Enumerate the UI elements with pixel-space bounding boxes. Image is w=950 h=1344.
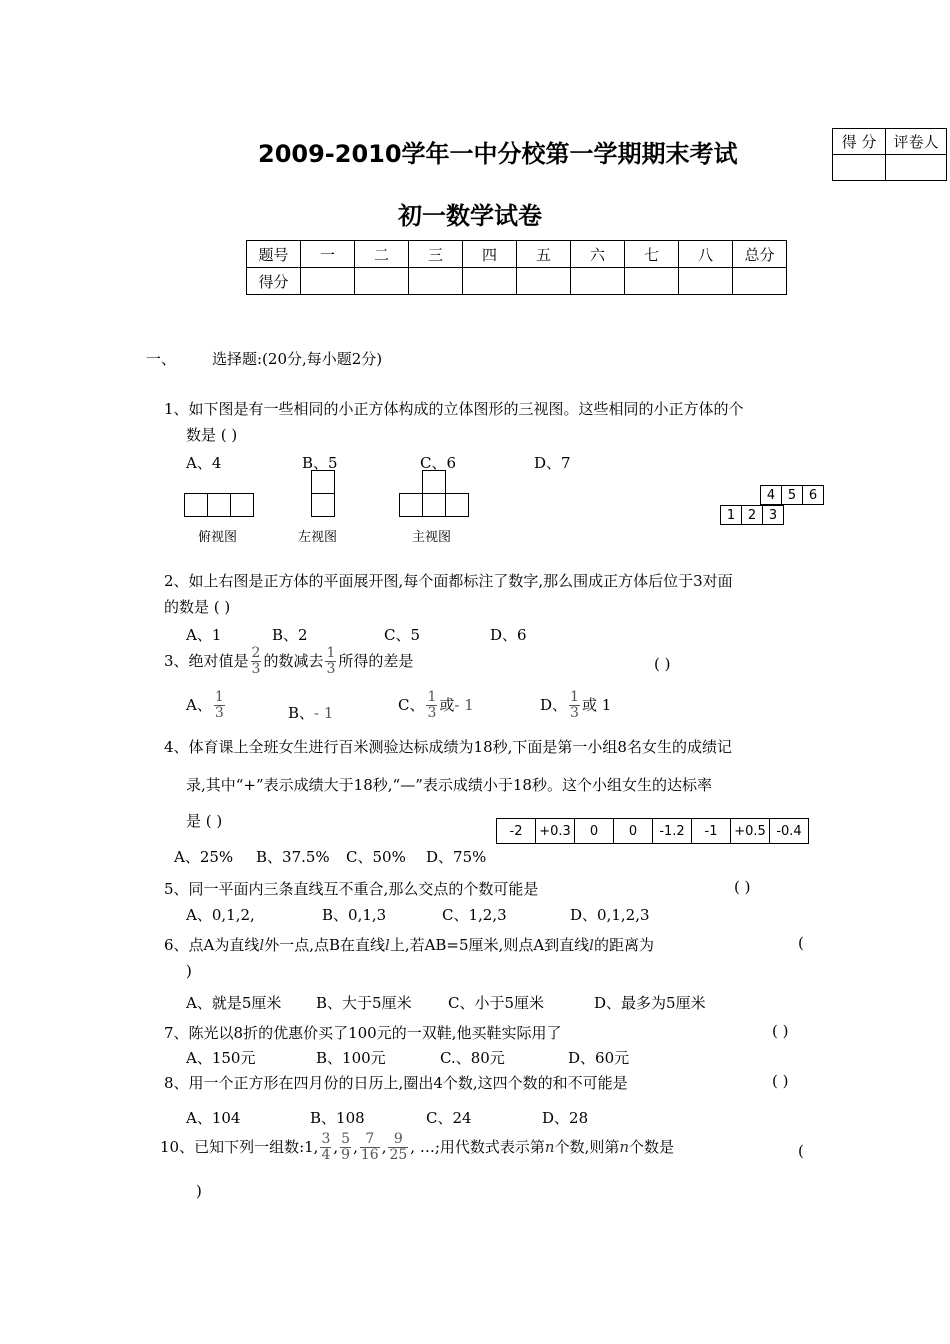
score-cell <box>463 268 517 295</box>
q6-stem: 6、点A为直线l外一点,点B在直线l上,若AB=5厘米,则点A到直线l的距离为 <box>164 936 654 954</box>
score-cell <box>625 268 679 295</box>
q1-option-c: C、6 <box>420 454 457 472</box>
net-face: 3 <box>763 506 784 525</box>
q6-option-c: C、小于5厘米 <box>448 994 545 1012</box>
q5-option-c: C、1,2,3 <box>442 906 507 924</box>
exam-title: 2009-2010学年一中分校第一学期期末考试 <box>258 140 738 168</box>
score-value: -1.2 <box>653 819 692 844</box>
front-view-label: 主视图 <box>412 530 452 545</box>
q10-paren-close: ) <box>196 1182 202 1200</box>
q3-option-b: B、- 1 <box>288 704 334 722</box>
q2-option-b: B、2 <box>272 626 308 644</box>
q1-option-a: A、4 <box>186 454 222 472</box>
top-view-square <box>184 493 208 517</box>
fraction: $\frac{1}{3}$ <box>326 645 336 678</box>
fraction: $\frac{1}{3}$ <box>427 689 437 722</box>
q6-paren-close: ) <box>186 962 192 980</box>
q4-line1: 4、体育课上全班女生进行百米测验达标成绩为18秒,下面是第一小组8名女生的成绩记 <box>164 738 732 756</box>
left-view-square <box>311 493 335 517</box>
net-face: 6 <box>803 486 824 505</box>
fraction: $\frac{1}{3}$ <box>570 689 579 722</box>
top-view-square <box>230 493 254 517</box>
score-header-cell: 二 <box>355 241 409 268</box>
q3-mid: 的数减去 <box>263 651 324 670</box>
score-row-label: 得分 <box>247 268 301 295</box>
q3-option-d: D、 $\frac{1}{3}$ 或 1 <box>540 689 612 722</box>
score-header-cell: 八 <box>679 241 733 268</box>
q4-option-c: C、50% <box>346 848 406 866</box>
score-value: -1 <box>692 819 731 844</box>
q7-line1: 7、陈光以8折的优惠价买了100元的一双鞋,他买鞋实际用了 <box>164 1024 562 1042</box>
score-header-cell: 五 <box>517 241 571 268</box>
cube-net-top <box>760 485 824 505</box>
score-header-cell: 题号 <box>247 241 301 268</box>
q3-stem <box>164 646 413 678</box>
q2-line2: 的数是 ( ) <box>164 598 231 616</box>
q1-option-b: B、5 <box>302 454 338 472</box>
section-title: 选择题:(20分,每小题2分) <box>212 350 383 368</box>
q3-option-c: C、 $\frac{1}{3}$ 或- 1 <box>398 689 474 722</box>
variable-n: n <box>619 1137 630 1156</box>
score-header-cell: 三 <box>409 241 463 268</box>
score-header-cell: 四 <box>463 241 517 268</box>
q5-answer-paren: ( ) <box>734 878 751 896</box>
score-cell <box>679 268 733 295</box>
q2-option-d: D、6 <box>490 626 527 644</box>
score-value: 0 <box>575 819 614 844</box>
score-cell <box>733 268 787 295</box>
line-l-symbol: l <box>259 936 265 954</box>
grader-name-cell <box>886 155 947 181</box>
score-cell <box>571 268 625 295</box>
front-view-square <box>422 493 446 517</box>
q10-paren-open: ( <box>798 1142 804 1160</box>
q4-option-a: A、25% <box>174 848 234 866</box>
q5-option-d: D、0,1,2,3 <box>570 906 650 924</box>
q7-answer-paren: ( ) <box>772 1022 789 1040</box>
score-cell <box>409 268 463 295</box>
front-view-square <box>445 493 469 517</box>
q7-option-c: C.、80元 <box>440 1049 505 1067</box>
q8-option-d: D、28 <box>542 1109 589 1127</box>
q4-line2: 录,其中“+”表示成绩大于18秒,“—”表示成绩小于18秒。这个小组女生的达标率 <box>186 776 712 794</box>
line-l-symbol: l <box>385 936 390 954</box>
fraction: $\frac{7}{16}$ <box>360 1131 379 1164</box>
front-view-square <box>399 493 423 517</box>
score-cell <box>355 268 409 295</box>
top-view-label: 俯视图 <box>198 530 238 545</box>
score-cell <box>517 268 571 295</box>
score-header-cell: 七 <box>625 241 679 268</box>
q1-line2: 数是 ( ) <box>186 426 238 444</box>
fraction: $\frac{5}{9}$ <box>341 1131 351 1164</box>
cube-net-bottom <box>720 505 784 525</box>
q6-option-d: D、最多为5厘米 <box>594 994 706 1012</box>
q7-option-d: D、60元 <box>568 1049 630 1067</box>
q8-option-a: A、104 <box>186 1109 241 1127</box>
q1-line1: 1、如下图是有一些相同的小正方体构成的立体图形的三视图。这些相同的小正方体的个 <box>164 400 744 418</box>
q8-option-c: C、24 <box>426 1109 472 1127</box>
q6-option-b: B、大于5厘米 <box>316 994 412 1012</box>
score-header-cell: 一 <box>301 241 355 268</box>
score-table <box>246 240 787 295</box>
q4-line3: 是 ( ) <box>186 812 223 830</box>
q4-option-b: B、37.5% <box>256 848 330 866</box>
score-value: +0.3 <box>536 819 575 844</box>
q5-option-a: A、0,1,2, <box>186 906 255 924</box>
q3-option-a: A、 $\frac{1}{3}$ <box>186 689 224 722</box>
net-face: 1 <box>721 506 742 525</box>
exam-subtitle: 初一数学试卷 <box>398 202 542 230</box>
q5-option-b: B、0,1,3 <box>322 906 387 924</box>
left-view-label: 左视图 <box>298 530 338 545</box>
score-value: 0 <box>614 819 653 844</box>
front-view-square <box>422 470 446 494</box>
q2-line1: 2、如上右图是正方体的平面展开图,每个面都标注了数字,那么围成正方体后位于3对面 <box>164 572 733 590</box>
grader-score-label: 得 分 <box>833 129 886 155</box>
q7-option-b: B、100元 <box>316 1049 386 1067</box>
fraction: $\frac{3}{4}$ <box>321 1131 331 1164</box>
q5-line1: 5、同一平面内三条直线互不重合,那么交点的个数可能是 <box>164 880 539 898</box>
score-value: -2 <box>497 819 536 844</box>
q3-prefix: 3、绝对值是 <box>164 651 249 670</box>
section-number: 一、 <box>146 350 177 368</box>
score-value: +0.5 <box>731 819 770 844</box>
net-face: 5 <box>782 486 803 505</box>
q3-suffix: 所得的差是 <box>338 651 414 670</box>
score-value: -0.4 <box>770 819 809 844</box>
net-face: 4 <box>761 486 782 505</box>
q2-option-c: C、5 <box>384 626 421 644</box>
grader-score-cell <box>833 155 886 181</box>
score-cell <box>301 268 355 295</box>
q6-paren-open: ( <box>798 934 804 952</box>
q7-option-a: A、150元 <box>186 1049 256 1067</box>
line-l-symbol: l <box>589 936 594 954</box>
q2-option-a: A、1 <box>186 626 222 644</box>
grader-box <box>832 128 947 181</box>
q1-option-d: D、7 <box>534 454 571 472</box>
q4-option-d: D、75% <box>426 848 487 866</box>
q6-option-a: A、就是5厘米 <box>186 994 282 1012</box>
q4-score-table <box>496 818 809 844</box>
top-view-square <box>207 493 231 517</box>
score-header-cell: 六 <box>571 241 625 268</box>
fraction: $\frac{1}{3}$ <box>214 689 224 722</box>
q10-stem: 10、已知下列一组数:1, $\frac{3}{4}$ , $\frac{5}{9}$ , $\frac{7}{16}$ , $\frac{9}{25}$ , …;用代数式表示第n个数,则第n个数是 <box>160 1131 675 1164</box>
fraction: $\frac{9}{25}$ <box>389 1131 408 1164</box>
left-view-square <box>311 470 335 494</box>
q3-answer-paren: ( ) <box>654 655 671 673</box>
q8-answer-paren: ( ) <box>772 1072 789 1090</box>
q8-line1: 8、用一个正方形在四月份的日历上,圈出4个数,这四个数的和不可能是 <box>164 1074 628 1092</box>
score-header-cell: 总分 <box>733 241 787 268</box>
grader-name-label: 评卷人 <box>886 129 947 155</box>
net-face: 2 <box>742 506 763 525</box>
fraction: $\frac{2}{3}$ <box>251 645 261 678</box>
variable-n: n <box>544 1137 555 1156</box>
q8-option-b: B、108 <box>310 1109 365 1127</box>
